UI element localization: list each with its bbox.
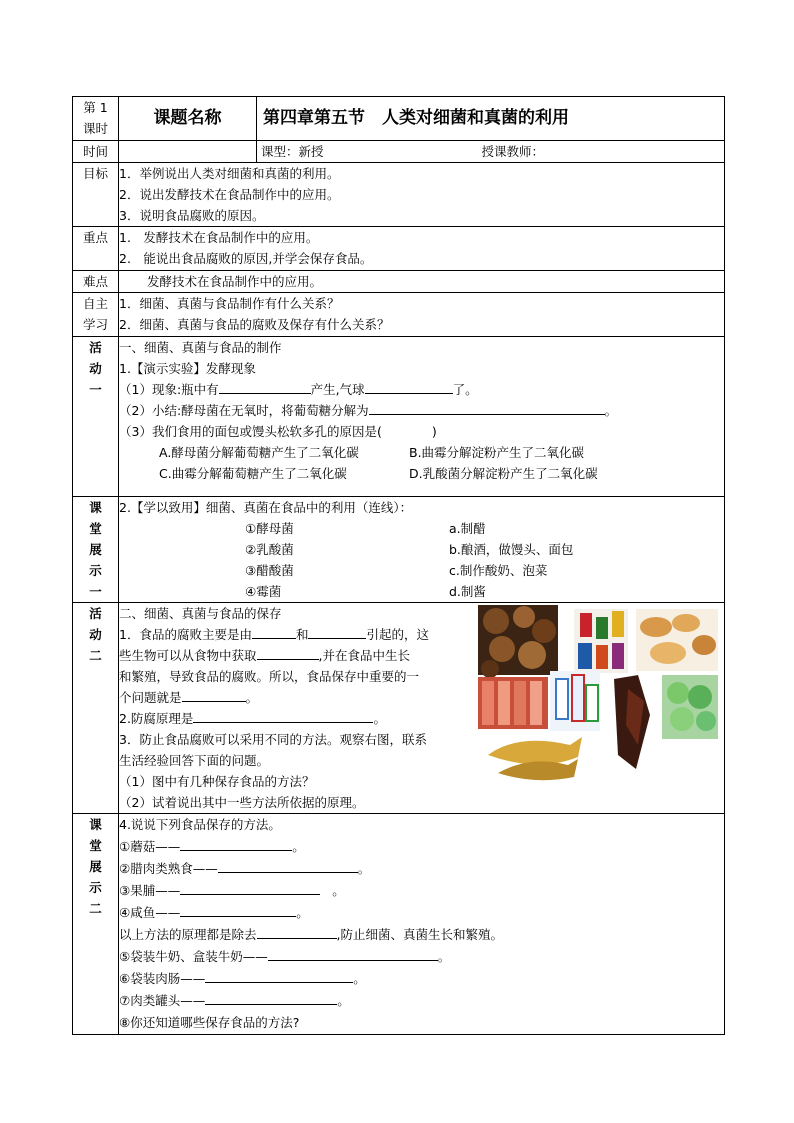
activity1-row: 活 动 一 一、细菌、真菌与食品的制作 1.【演示实验】发酵现象 （1）现象:瓶中有 产生,气球 了。 （2）小结:酵母菌在无氧时，将葡萄糖分解为 。 （3）我们食用的面包或馒头松软多孔的原因是( ) A.酵母菌分解葡萄糖产生了二氧化碳 B.曲霉分解淀粉产生了二氧化碳 C.曲霉分解葡萄糖产生了二氧化碳 D.乳酸菌分解淀粉产生了二氧化碳 [73, 337, 725, 497]
food-preservation-photos [478, 605, 720, 783]
goal-item: 2．说出发酵技术在食品制作中的应用。 [119, 187, 340, 202]
answer-blank[interactable] [205, 990, 337, 1005]
difficulty-row [73, 271, 725, 293]
option-a: A.酵母菌分解葡萄糖产生了二氧化碳 [159, 445, 359, 460]
activity1-q3: （3）我们食用的面包或馒头松软多孔的原因是( ) [119, 424, 437, 439]
self-study-item: 1．细菌、真菌与食品制作有什么关系？ [119, 296, 340, 311]
answer-blank[interactable] [193, 708, 373, 723]
self-study-label-1: 自主 [82, 296, 108, 311]
activity2-label: 活 动 二 [73, 603, 119, 814]
option-b: B.曲霉分解淀粉产生了二氧化碳 [409, 445, 585, 460]
difficulty-label: 难点 [73, 271, 119, 293]
answer-blank[interactable] [369, 400, 605, 415]
showcase1-label: 课 堂 展 示 一 [73, 497, 119, 603]
match-row: ③醋酸菌 c.制作酸奶、泡菜 [245, 563, 548, 578]
goals-row [73, 163, 725, 227]
showcase2-title: 4.说说下列食品保存的方法。 [119, 817, 281, 832]
self-study-item: 2．细菌、真菌与食品的腐败及保存有什么关系？ [119, 317, 390, 332]
period-label-2: 课时 [82, 121, 108, 136]
option-d: D.乳酸菌分解淀粉产生了二氧化碳 [409, 466, 598, 481]
food-collage-image [478, 605, 720, 783]
goals-label: 目标 [73, 163, 119, 227]
key-point-item: 1. 发酵技术在食品制作中的应用。 [119, 230, 319, 245]
time-row [73, 141, 725, 163]
showcase2-last: ⑧你还知道哪些保存食品的方法? [119, 1015, 300, 1030]
answer-blank[interactable] [308, 624, 366, 639]
showcase2-row: 课 堂 展 示 二 4.说说下列食品保存的方法。 ①蘑菇—— 。 ②腊肉类熟食—— 。 ③果脯—— 。 ④咸鱼—— 。 以上方法的原理都是除去 ,防止细菌、真菌生长和繁殖。 ⑤袋装牛奶、盒装牛奶—— 。 ⑥袋装肉肠—— 。 ⑦肉类罐头—— 。 ⑧你还知道哪些保存食品的方法? [73, 814, 725, 1035]
activity1-demo: 1.【演示实验】发酵现象 [119, 361, 256, 376]
lesson-plan-table [72, 96, 725, 1035]
topic-label: 课题名称 [119, 97, 257, 141]
key-points-label: 重点 [73, 227, 119, 271]
activity2-row: 活 动 二 二、细菌、真菌与食品的保存 1．食品的腐败主要是由 和 引起的，这 些生物可以从食物中获取 ,并在食品中生长 和繁殖，导致食品的腐败。所以，食品保存中重要的一 个问题就是 。 2.防腐原理是 。 3．防止食品腐败可以采用不同的方法。观察右图，联系 生活经验回答下面的问题。 （1）图中有几种保存食品的方法？ （2）试着说出其中一些方法所依据的原理。 [73, 603, 725, 814]
difficulty-text: 发酵技术在食品制作中的应用。 [119, 271, 725, 293]
key-points-row [73, 227, 725, 271]
showcase1-title: 2.【学以致用】细菌、真菌在食品中的利用（连线）： [119, 500, 413, 515]
match-row: ②乳酸菌 b.酿酒，做馒头、面包 [245, 542, 574, 557]
answer-blank[interactable] [268, 946, 438, 961]
self-study-label-2: 学习 [82, 317, 108, 332]
showcase1-row [73, 497, 725, 603]
self-study-row [73, 293, 725, 337]
answer-blank[interactable] [182, 687, 246, 702]
lesson-type: 课型：新授 [261, 143, 324, 159]
answer-blank[interactable] [180, 902, 296, 917]
answer-blank[interactable] [257, 924, 337, 939]
activity1-label: 活 动 一 [73, 337, 119, 497]
answer-blank[interactable] [257, 645, 319, 660]
topic-value: 第四章第五节 人类对细菌和真菌的利用 [257, 97, 725, 141]
goal-item: 3．说明食品腐败的原因。 [119, 208, 265, 223]
period-cell [73, 97, 119, 141]
activity2-title: 二、细菌、真菌与食品的保存 [119, 606, 282, 621]
match-row: ④霉菌 d.制酱 [245, 584, 486, 599]
answer-blank[interactable] [180, 836, 292, 851]
activity1-title: 一、细菌、真菌与食品的制作 [119, 340, 282, 355]
key-point-item: 2. 能说出食品腐败的原因,并学会保存食品。 [119, 251, 373, 266]
showcase2-label: 课 堂 展 示 二 [73, 814, 119, 1035]
answer-blank[interactable] [218, 858, 358, 873]
teacher-label: 授课教师： [481, 143, 544, 159]
answer-blank[interactable] [205, 968, 353, 983]
goal-item: 1．举例说出人类对细菌和真菌的利用。 [119, 166, 340, 181]
answer-blank[interactable] [219, 379, 311, 394]
period-label-1: 第 1 [83, 100, 108, 115]
option-c: C.曲霉分解葡萄糖产生了二氧化碳 [159, 466, 347, 481]
time-label: 时间 [73, 141, 119, 163]
answer-blank[interactable] [365, 379, 453, 394]
match-row: ①酵母菌 a.制醋 [245, 521, 486, 536]
header-row [73, 97, 725, 141]
answer-blank[interactable] [180, 880, 320, 895]
answer-blank[interactable] [252, 624, 296, 639]
